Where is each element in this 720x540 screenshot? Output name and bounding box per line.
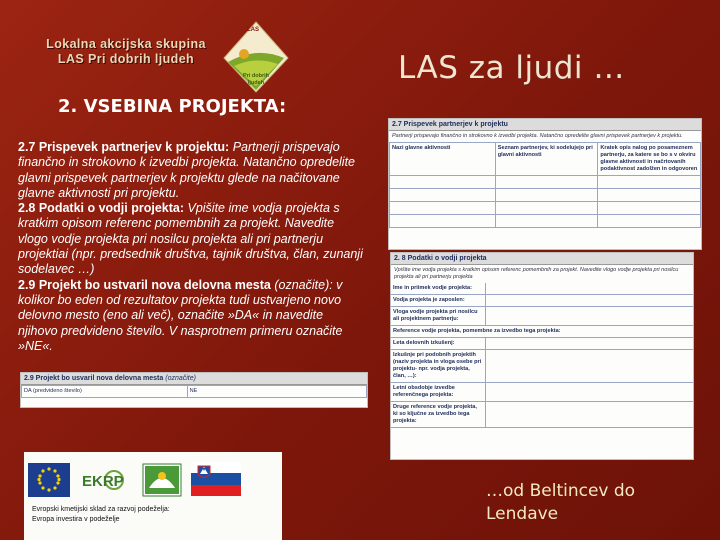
form-2-8-row: Druge reference vodje projekta, ki so ključne za izvedbo tega projekta: — [391, 402, 693, 428]
form-2-7-col-3: Kratek opis nalog po posameznem partnerju, za katere se bo s v okviru glavne aktivnosti in načrtovanih podaktivnost zadolžen in odgovoren — [598, 143, 701, 176]
form-2-9-option-da: DA (predvideno število) — [22, 386, 188, 398]
form-2-8-row: Izkušnje pri podobnih projektih (naziv projekta in vloga osebe pri projektu- npr. vodja projekta, član, …): — [391, 350, 693, 383]
form-2-7-col-1: Nazi glavne aktivnosti — [390, 143, 496, 176]
form-2-9-option-ne: NE — [187, 386, 366, 398]
section-title: 2. VSEBINA PROJEKTA: — [58, 96, 287, 117]
form-2-7-table — [389, 142, 701, 228]
form-2-8-row: Leta delovnih izkušenj: — [391, 338, 693, 350]
eu-flag-icon — [28, 463, 70, 497]
form-2-8-row: Letni obsdobje izvedbe referenčnega projekta: — [391, 383, 693, 402]
form-2-8-row: Reference vodje projekta, pomembne za izvedbo tega projekta: — [391, 326, 693, 338]
paragraph-2-9: 2.9 Projekt bo ustvaril nova delovna mesta (označite): v kolikor bo eden od rezultatov projekta tudi ustvarjeno novo delovno mesto (eno ali več), označite »DA« in navedite njihovo predvideno število. V nasprotnem primeru označite »NE«. — [18, 277, 343, 353]
form-2-7-desc: Partnerji prispevajo finančno in strokovno k izvedbi projekta. Natančno opredelite glavni prispevek partnerjev k projektu. — [392, 133, 683, 139]
body-text — [18, 140, 366, 354]
org-line-1: Lokalna akcijska skupina — [46, 37, 206, 51]
logo-las-label: LAS — [247, 27, 259, 33]
tagline-line-2: Lendave — [486, 504, 559, 524]
form-2-9-image — [20, 372, 368, 408]
organization-name — [36, 37, 216, 67]
form-2-8-row: Vloga vodje projekta pri nosilcu ali projektnem partnerju: — [391, 307, 693, 326]
form-2-8-row: Vodja projekta je zaposlen: — [391, 295, 693, 307]
form-2-8-row: Ime in priimek vodje projekta: — [391, 283, 693, 295]
tagline-line-1: …od Beltincev do — [486, 481, 636, 501]
ekrp-label: EKRP — [82, 473, 124, 490]
form-2-8-title: 2. 8 Podatki o vodji projekta — [391, 253, 693, 265]
form-2-9-title: 2.9 Projekt bo usvaril nova delovna mesta (označite) — [21, 373, 367, 385]
paragraph-2-8: 2.8 Podatki o vodji projekta: Vpišite ime vodja projekta s kratkim opisom referenc pomembnih za projekt. Navedite vlogo vodje projekta pri nosilcu projekta ali pri partnerju projektiai (npr. predsednik društva, tajnik društva, član, zunanji sodelavec …) — [18, 201, 363, 277]
funds-line-2: Evropa investira v podeželje — [32, 516, 120, 523]
tagline — [486, 480, 635, 526]
org-line-2: LAS Pri dobrih ljudeh — [57, 52, 195, 66]
form-2-7-image — [388, 118, 702, 250]
ekrp-logo-icon — [80, 464, 136, 496]
slide-title: LAS za ljudi … — [398, 50, 625, 86]
form-2-8-desc: Vpišite ime vodja projekta s kratkim opisom referenc pomembnih za projekt. Navedite vlogo vodje projekta pri nosilcu projekta ali pri partnerju projekta — [394, 267, 679, 280]
form-2-7-title: 2.7 Prispevek partnerjev k projektu — [389, 119, 701, 131]
funds-line-1: Evropski kmetijski sklad za razvoj podeželja: — [32, 506, 170, 513]
slovenia-flag-icon — [191, 462, 241, 496]
form-2-7-col-2: Seznam partnerjev, ki sodelujejo pri glavni aktivnosti — [495, 143, 598, 176]
form-2-8-image — [390, 252, 694, 460]
funding-caption — [32, 505, 282, 525]
form-2-9-table — [21, 385, 367, 398]
logo-text: Pri dobrih ljudeh — [243, 73, 269, 86]
funding-logos — [28, 458, 250, 502]
leader-logo-icon — [139, 462, 185, 498]
paragraph-2-7: 2.7 Prispevek partnerjev k projektu: Partnerji prispevajo finančno in strokovno k izvedbi projekta. Natančno opredelite glavni prispevek partnerjev k projektu glede na načitovane glavne aktivnosti pri projektu. — [18, 140, 356, 200]
